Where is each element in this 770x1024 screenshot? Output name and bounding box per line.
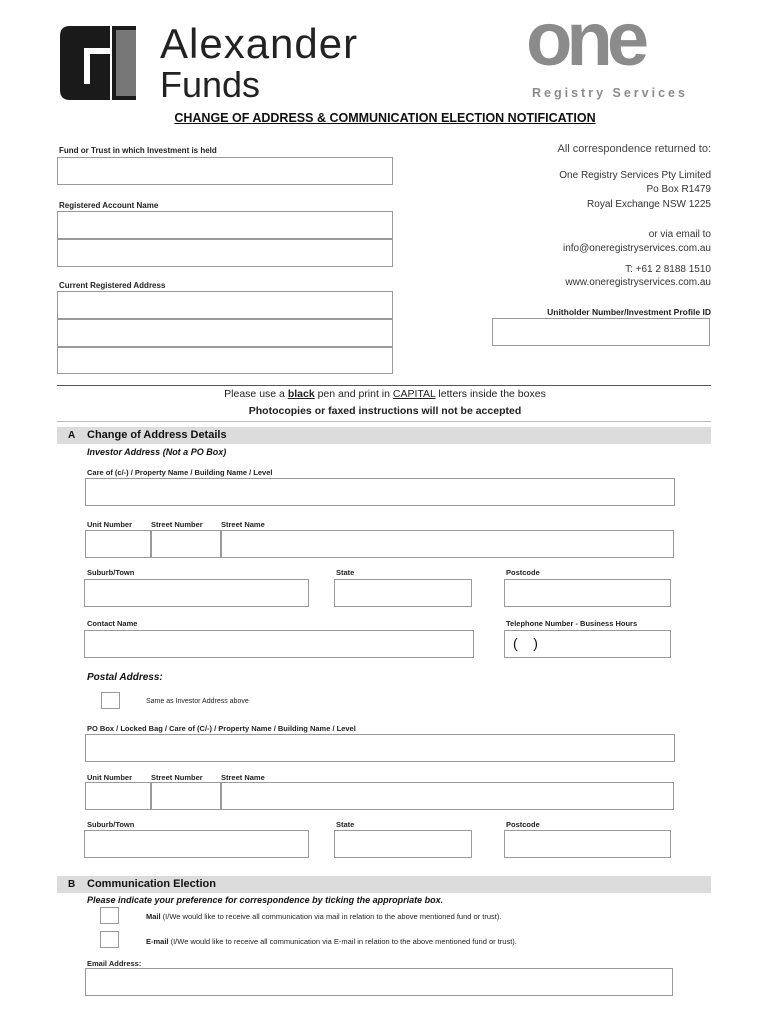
street-name-input[interactable] <box>221 530 674 558</box>
contact-name-label: Contact Name <box>87 619 138 628</box>
fund-input[interactable] <box>57 157 393 185</box>
suburb-label: Suburb/Town <box>87 568 135 577</box>
section-b-letter: B <box>68 879 76 890</box>
area-code-parens: ( ) <box>513 635 538 651</box>
divider-line <box>57 385 711 386</box>
postal-postcode-input[interactable] <box>504 830 671 858</box>
unit-number-input[interactable] <box>85 530 151 558</box>
alexander-funds-logo <box>60 20 420 105</box>
postal-address-heading: Postal Address: <box>87 672 163 683</box>
photocopy-warning: Photocopies or faxed instructions will not be accepted <box>248 405 522 417</box>
email-text: (I/We would like to receive all communication via E-mail in relation to the above mentioned fund or trust). <box>168 937 517 946</box>
street-number-label: Street Number <box>151 520 203 529</box>
email-checkbox[interactable] <box>100 931 119 948</box>
preference-instruction: Please indicate your preference for correspondence by ticking the appropriate box. <box>87 895 444 905</box>
postal-street-name-label: Street Name <box>221 773 265 782</box>
state-label: State <box>336 568 355 577</box>
instruction-capital: CAPITAL <box>392 388 436 400</box>
postal-suburb-input[interactable] <box>84 830 309 858</box>
fund-label: Fund or Trust in which Investment is held <box>59 146 217 155</box>
telephone-label: Telephone Number - Business Hours <box>506 619 638 628</box>
one-logo-text: one <box>526 0 644 82</box>
section-b-title: Communication Election <box>87 878 216 890</box>
postal-state-input[interactable] <box>334 830 472 858</box>
divider-line-2 <box>57 421 711 422</box>
alexander-mark-icon <box>60 26 138 100</box>
street-name-label: Street Name <box>221 520 265 529</box>
unitholder-label: Unitholder Number/Investment Profile ID <box>547 307 711 317</box>
company-name: One Registry Services Pty Limited <box>559 170 711 181</box>
website-link[interactable]: www.oneregistryservices.com.au <box>565 277 711 288</box>
current-address-input-1[interactable] <box>57 291 393 319</box>
alexander-text: Alexander <box>160 20 359 67</box>
care-of-input[interactable] <box>85 478 675 506</box>
postal-state-label: State <box>336 820 355 829</box>
email-link[interactable]: info@oneregistryservices.com.au <box>563 243 711 254</box>
mail-option-label <box>146 912 501 921</box>
email-option-label <box>146 937 517 946</box>
email-address-label: Email Address: <box>87 959 142 968</box>
same-as-checkbox[interactable] <box>101 692 120 709</box>
registry-services-text: Registry Services <box>532 86 688 100</box>
po-box-label: PO Box / Locked Bag / Care of (C/-) / Property Name / Building Name / Level <box>87 724 356 733</box>
po-box: Po Box R1479 <box>646 184 711 195</box>
mail-text: (I/We would like to receive all communication via mail in relation to the above mentioned fund or trust). <box>160 912 502 921</box>
instruction-text-3: letters inside the boxes <box>435 388 546 400</box>
care-of-label: Care of (c/-) / Property Name / Building Name / Level <box>87 468 273 477</box>
postal-street-number-label: Street Number <box>151 773 203 782</box>
account-name-input-1[interactable] <box>57 211 393 239</box>
pen-instruction <box>0 388 770 400</box>
city: Royal Exchange NSW 1225 <box>587 199 711 210</box>
state-input[interactable] <box>334 579 472 607</box>
email-address-input[interactable] <box>85 968 673 996</box>
postcode-label: Postcode <box>506 568 540 577</box>
suburb-input[interactable] <box>84 579 309 607</box>
current-address-label: Current Registered Address <box>59 281 166 290</box>
same-as-label: Same as Investor Address above <box>146 698 249 705</box>
current-address-input-2[interactable] <box>57 319 393 347</box>
unit-number-label: Unit Number <box>87 520 132 529</box>
postal-suburb-label: Suburb/Town <box>87 820 135 829</box>
postal-street-number-input[interactable] <box>151 782 221 810</box>
street-number-input[interactable] <box>151 530 221 558</box>
account-name-label: Registered Account Name <box>59 201 159 210</box>
one-registry-logo <box>520 0 715 104</box>
phone-text: T: +61 2 8188 1510 <box>625 264 711 275</box>
section-a-title: Change of Address Details <box>87 429 227 441</box>
postal-street-name-input[interactable] <box>221 782 674 810</box>
postal-unit-number-input[interactable] <box>85 782 151 810</box>
via-email-text: or via email to <box>648 229 711 240</box>
section-a-letter: A <box>68 430 76 441</box>
correspondence-heading: All correspondence returned to: <box>557 143 711 155</box>
current-address-input-3[interactable] <box>57 347 393 374</box>
email-bold: E-mail <box>146 937 169 946</box>
account-name-input-2[interactable] <box>57 239 393 267</box>
contact-name-input[interactable] <box>84 630 474 658</box>
form-title: CHANGE OF ADDRESS & COMMUNICATION ELECTION NOTIFICATION <box>174 111 596 125</box>
mail-bold: Mail <box>146 912 161 921</box>
instruction-text-2: pen and print in <box>314 388 393 400</box>
po-box-input[interactable] <box>85 734 675 762</box>
investor-address-heading: Investor Address (Not a PO Box) <box>87 447 227 457</box>
postcode-input[interactable] <box>504 579 671 607</box>
instruction-black: black <box>287 388 315 400</box>
postal-unit-number-label: Unit Number <box>87 773 132 782</box>
postal-postcode-label: Postcode <box>506 820 540 829</box>
funds-text: Funds <box>160 64 261 105</box>
unitholder-input[interactable] <box>492 318 710 346</box>
instruction-text-1: Please use a <box>224 388 288 400</box>
mail-checkbox[interactable] <box>100 907 119 924</box>
